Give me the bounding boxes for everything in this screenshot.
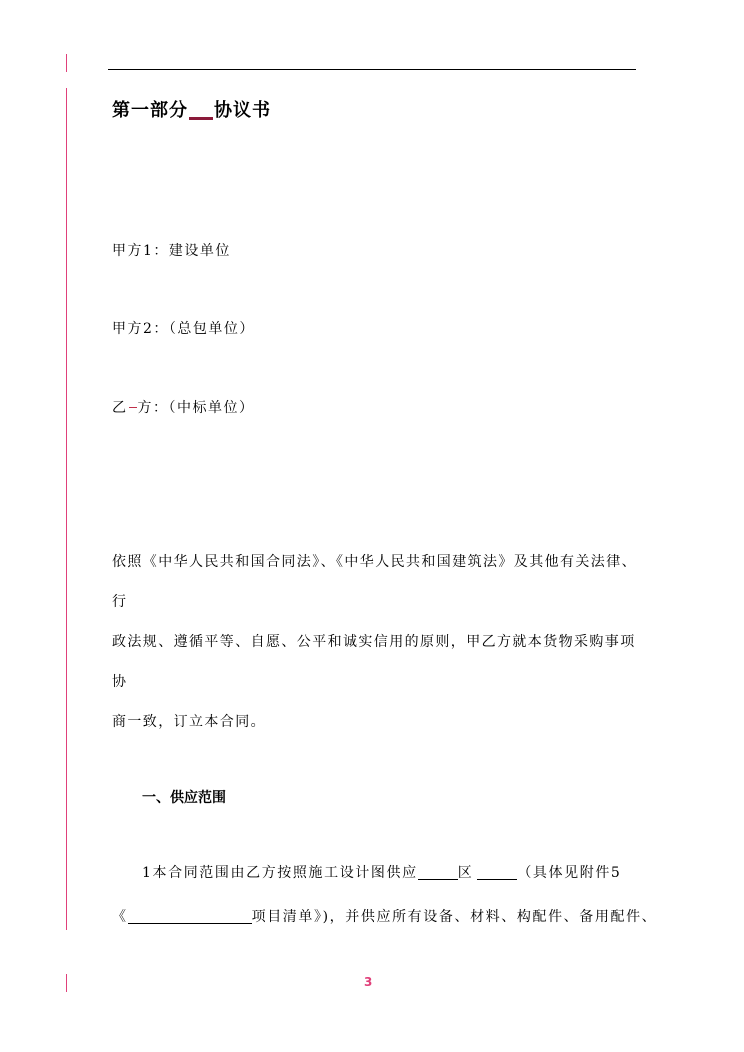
intro-paragraph <box>112 542 638 742</box>
party-a1: 甲方1：建设单位 <box>112 243 231 259</box>
party-a2: 甲方2：（总包单位） <box>112 321 255 337</box>
party-b <box>112 397 255 417</box>
intro-line: 依照《中华人民共和国合同法》、《中华人民共和国建筑法》及其他有关法律、行 <box>112 554 637 610</box>
clause-text: 1本合同范围由乙方按照施工设计图供应 <box>142 865 418 881</box>
page-number: 3 <box>364 975 373 989</box>
heading-dash <box>189 117 213 120</box>
heading-part: 第一部分 <box>112 100 188 121</box>
section-title: 一、供应范围 <box>142 790 226 806</box>
party-b-prefix: 乙 <box>112 400 128 416</box>
clause-text: 项目清单》)，并供应所有设备、材料、构配件、备用配件、 <box>251 909 658 925</box>
intro-line: 政法规、遵循平等、自愿、公平和诚实信用的原则，甲乙方就本货物采购事项协 <box>112 634 636 690</box>
blank-field <box>477 865 517 880</box>
clause-text: （具体见附件5 <box>517 865 622 881</box>
blank-field <box>128 909 252 924</box>
heading-title: 协议书 <box>214 100 271 121</box>
clause-text: 区 <box>457 865 474 881</box>
clause-line <box>112 895 658 939</box>
clause-line <box>112 851 642 895</box>
page-heading <box>112 96 271 122</box>
party-b-dash <box>129 407 137 409</box>
clause-text: 《 <box>112 909 128 925</box>
header-rule <box>108 69 636 70</box>
margin-line <box>66 88 67 930</box>
margin-mark-bottom <box>66 974 67 992</box>
margin-mark-top <box>66 54 67 72</box>
clause-1 <box>112 851 658 939</box>
intro-line: 商一致，订立本合同。 <box>112 714 266 730</box>
blank-field <box>418 865 458 880</box>
party-b-suffix: 方：（中标单位） <box>137 400 255 416</box>
